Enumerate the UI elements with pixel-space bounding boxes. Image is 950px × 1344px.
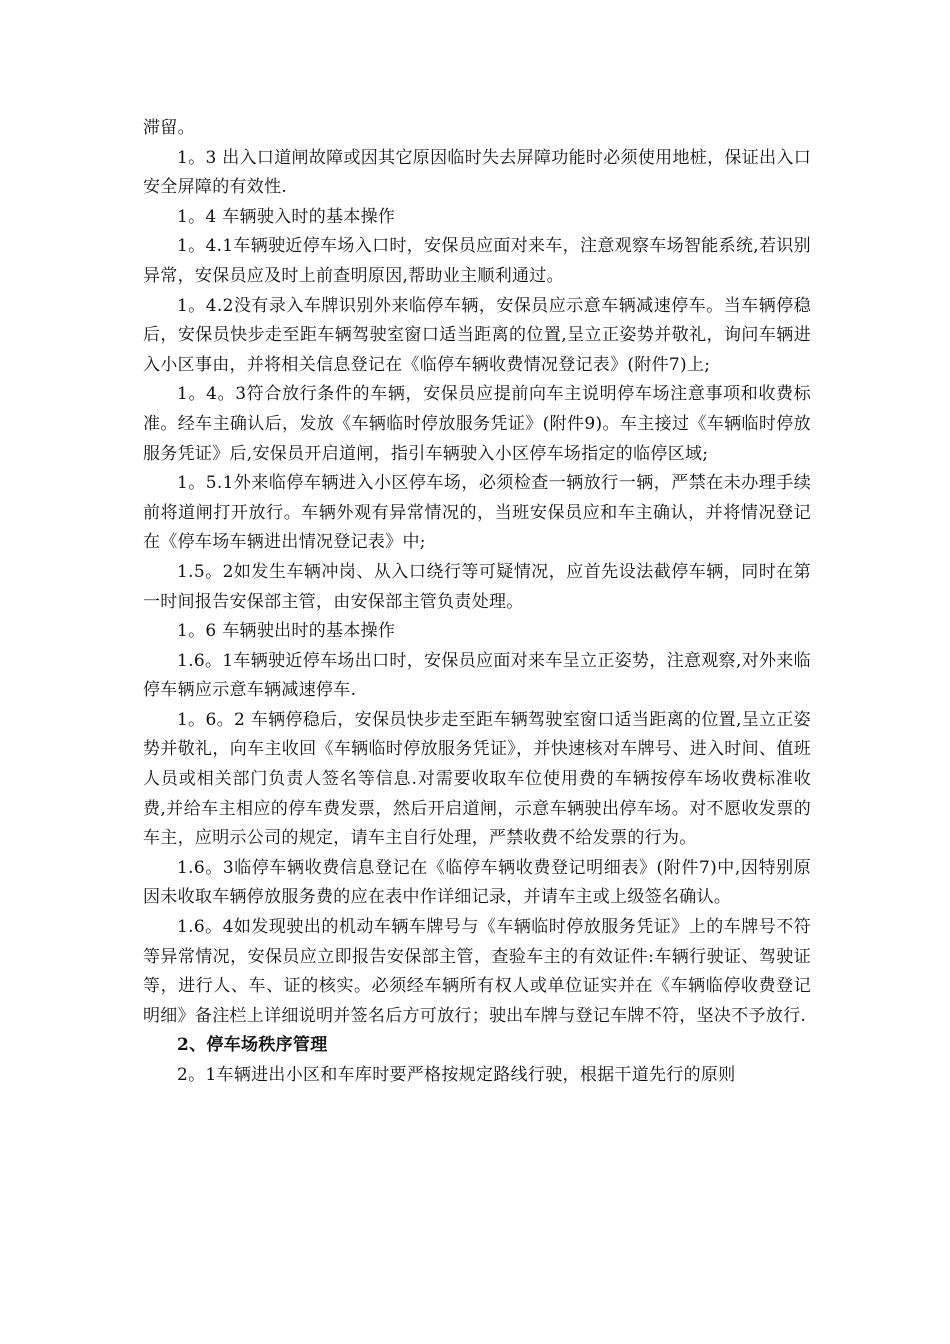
paragraph-4: 1。4.2没有录入车牌识别外来临停车辆，安保员应示意车辆减速停车。当车辆停稳后，安保员快步走至距车辆驾驶室窗口适当距离的位置,呈立正姿势并敬礼，询问车辆进入小区事由，并将相关信息登记在《临停车辆收费情况登记表》(附件7)上; xyxy=(143,295,811,375)
section-heading-1-4: 1。4 车辆驶入时的基本操作 xyxy=(177,206,396,227)
paragraph-5: 1。4。3符合放行条件的车辆，安保员应提前向车主说明停车场注意事项和收费标准。经车主确认后，发放《车辆临时停放服务凭证》(附件9)。车主接过《车辆临时停放服务凭证》后,安保员开启道闸，指引车辆驶入小区停车场指定的临停区域; xyxy=(143,384,811,464)
paragraph-0: 滞留。 xyxy=(143,118,195,138)
section-heading-1-6: 1。6 车辆驶出时的基本操作 xyxy=(177,621,396,642)
document-page xyxy=(143,114,811,1091)
paragraph-10: 1。6。2 车辆停稳后，安保员快步走至距车辆驾驶室窗口适当距离的位置,呈立正姿势并敬礼，向车主收回《车辆临时停放服务凭证》，并快速核对车牌号、进入时间、值班人员或相关部门负责人签名等信息.对需要收取车位使用费的车辆按停车场收费标准收费,并给车主相应的停车费发票，然后开启道闸，示意车辆驶出停车场。对不愿收发票的车主，应明示公司的规定，请车主自行处理，严禁收费不给发票的行为。 xyxy=(143,709,811,849)
paragraph-14: 2。1车辆进出小区和车库时要严格按规定路线行驶，根据干道先行的原则 xyxy=(177,1065,736,1085)
paragraph-9: 1.6。1车辆驶近停车场出口时，安保员应面对来车呈立正姿势，注意观察,对外来临停车辆应示意车辆减速停车. xyxy=(143,650,811,701)
paragraph-7: 1.5。2如发生车辆冲岗、从入口绕行等可疑情况，应首先设法截停车辆，同时在第一时间报告安保部主管，由安保部主管负责处理。 xyxy=(143,561,811,612)
paragraph-11: 1.6。3临停车辆收费信息登记在《临停车辆收费登记明细表》(附件7)中,因特别原因未收取车辆停放服务费的应在表中作详细记录，并请车主或上级签名确认。 xyxy=(143,857,811,908)
paragraph-1: 1。3 出入口道闸故障或因其它原因临时失去屏障功能时必须使用地桩，保证出入口安全屏障的有效性. xyxy=(143,147,811,198)
paragraph-3: 1。4.1车辆驶近停车场入口时，安保员应面对来车，注意观察车场智能系统,若识别异常，安保员应及时上前查明原因,帮助业主顺利通过。 xyxy=(143,236,811,286)
paragraph-6: 1。5.1外来临停车辆进入小区停车场，必须检查一辆放行一辆，严禁在未办理手续前将道闸打开放行。车辆外观有异常情况的，当班安保员应和车主确认，并将情况登记在《停车场车辆进出情况登记表》中; xyxy=(143,473,811,553)
paragraph-12: 1.6。4如发现驶出的机动车辆车牌号与《车辆临时停放服务凭证》上的车牌号不符等异常情况，安保员应立即报告安保部主管，查验车主的有效证件:车辆行驶证、驾驶证等，进行人、车、证的核实。必须经车辆所有权人或单位证实并在《车辆临停收费登记明细》备注栏上详细说明并签名后方可放行；驶出车牌与登记车牌不符，坚决不予放行. xyxy=(143,917,811,1026)
section-heading-2: 2、停车场秩序管理 xyxy=(177,1035,328,1056)
